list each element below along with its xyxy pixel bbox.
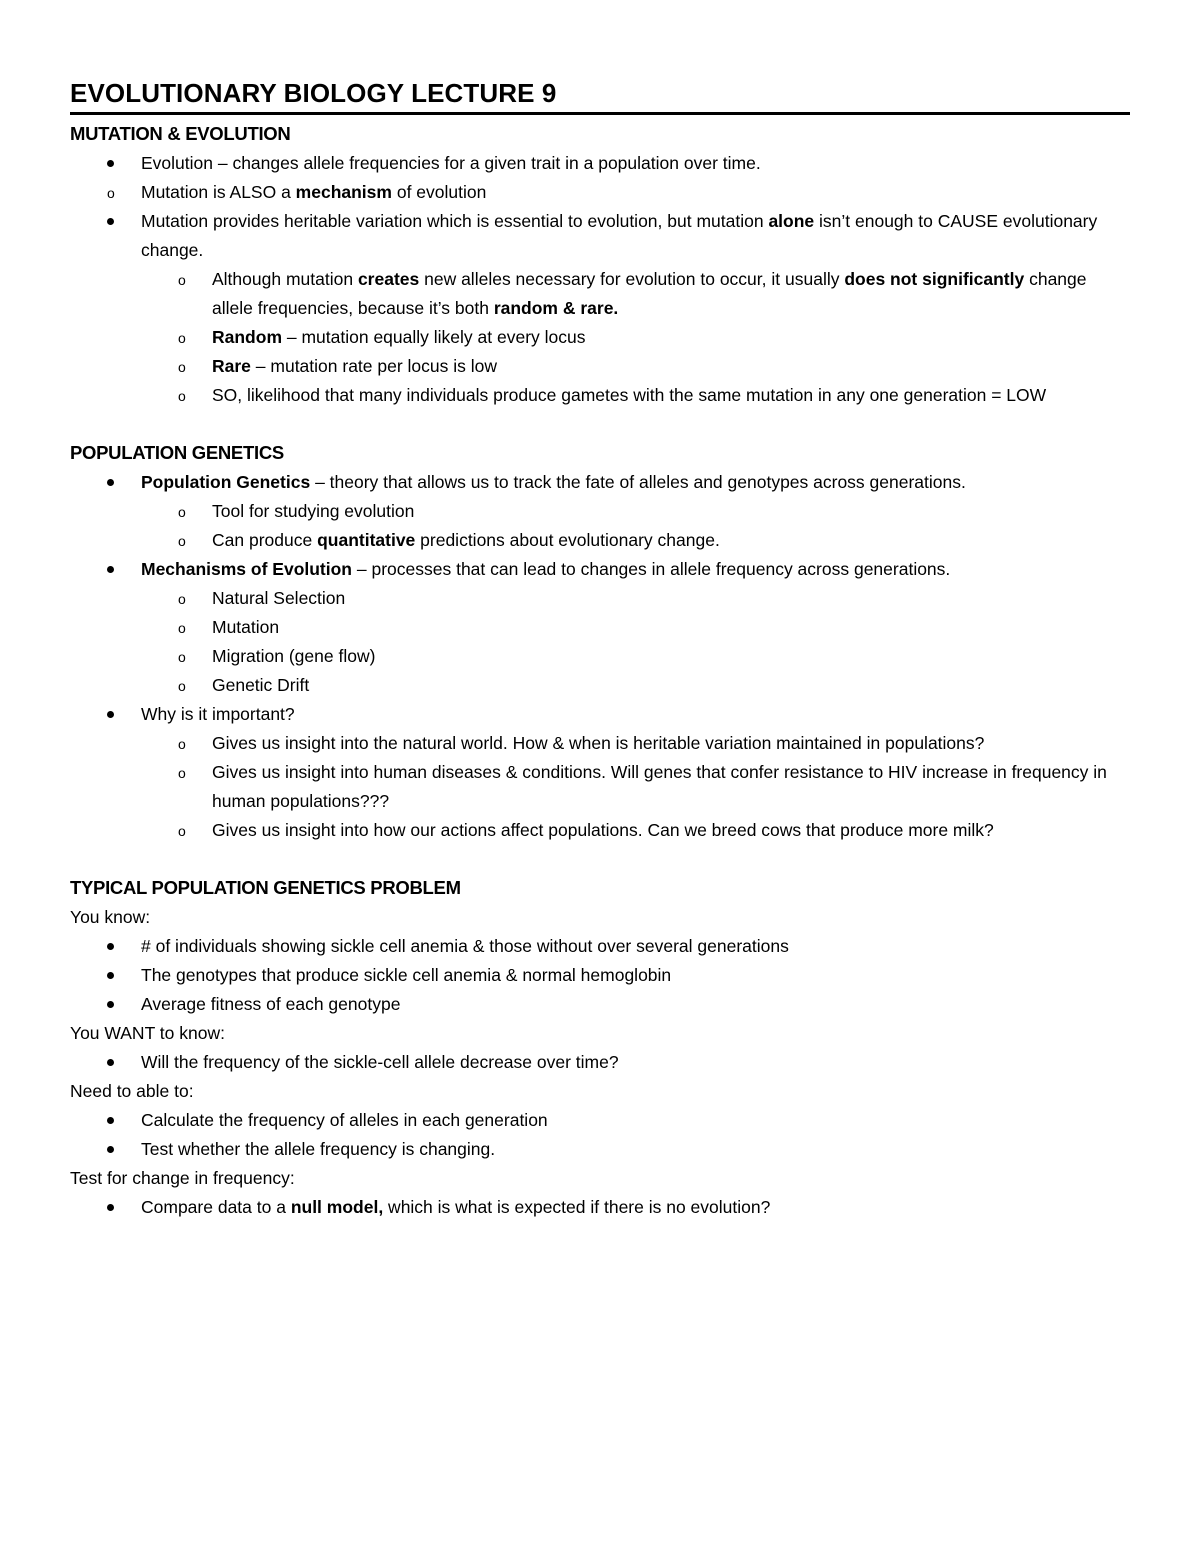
bullet-list (70, 468, 1130, 845)
list-item (70, 700, 1130, 845)
list-item (70, 207, 1130, 410)
sub-bullet-icon: o (178, 649, 186, 665)
document-body (70, 76, 1130, 1222)
sub-bullet-icon: o (178, 388, 186, 404)
bullet-list (70, 149, 1130, 410)
sub-list-item (141, 671, 1130, 700)
sub-list-item (141, 497, 1130, 526)
text-run: – theory that allows us to track the fate of alleles and genotypes across generations. (310, 472, 966, 492)
sub-bullet-icon: o (107, 185, 115, 201)
bold-text: mechanism (295, 182, 392, 202)
text-run: predictions about evolutionary change. (415, 530, 720, 550)
sub-bullet-icon: o (178, 359, 186, 375)
sub-list-item (141, 526, 1130, 555)
sub-list (70, 497, 1130, 555)
text-run: – processes that can lead to changes in allele frequency across generations. (352, 559, 951, 579)
text-run: Mutation is ALSO a (141, 182, 296, 202)
bullet-list (70, 1048, 1130, 1077)
list-item-text: Genetic Drift (212, 675, 310, 695)
bold-text: does not significantly (844, 269, 1025, 289)
list-item-text: Calculate the frequency of alleles in each generation (141, 1110, 548, 1130)
sub-bullet-icon: o (178, 591, 186, 607)
list-item-text: Will the frequency of the sickle-cell allele decrease over time? (141, 1052, 619, 1072)
bullet-icon (107, 479, 114, 486)
paragraph: You WANT to know: (70, 1023, 225, 1043)
section-heading: MUTATION & EVOLUTION (70, 123, 291, 144)
sub-list (70, 584, 1130, 700)
sub-bullet-icon: o (178, 765, 186, 781)
list-item-text: Natural Selection (212, 588, 346, 608)
bold-text: creates (357, 269, 420, 289)
spacer (70, 845, 1130, 873)
list-item (70, 1048, 1130, 1077)
sub-list-item (141, 323, 1130, 352)
sub-bullet-icon: o (178, 533, 186, 549)
text-run: – mutation rate per locus is low (250, 356, 498, 376)
bullet-icon (107, 1117, 114, 1124)
sub-list-item (141, 642, 1130, 671)
text-run: isn’t enough to CAUSE evolutionary change. (141, 211, 1098, 260)
bullet-icon (107, 566, 114, 573)
bullet-icon (107, 1001, 114, 1008)
bold-text: Population Genetics (141, 472, 311, 492)
bold-text: alone (768, 211, 815, 231)
bold-text: Random (212, 327, 282, 347)
text-run: of evolution (391, 182, 487, 202)
sub-bullet-icon: o (178, 504, 186, 520)
sub-list-item (70, 178, 1130, 207)
text-run: new alleles necessary for evolution to occur, it usually (419, 269, 845, 289)
list-item-text: Gives us insight into human diseases & conditions. Will genes that confer resistance to HIV increase in frequency in human populations??? (212, 762, 1107, 811)
bullet-icon (107, 1146, 114, 1153)
sub-bullet-icon: o (178, 272, 186, 288)
bullet-icon (107, 1204, 114, 1211)
sub-bullet-icon: o (178, 823, 186, 839)
list-item-text: # of individuals showing sickle cell anemia & those without over several generations (141, 936, 789, 956)
bold-text: quantitative (317, 530, 416, 550)
sub-list (70, 178, 1130, 207)
text-run: Compare data to a (141, 1197, 291, 1217)
paragraph: You know: (70, 907, 151, 927)
bullet-list (70, 1193, 1130, 1222)
list-item-text: Migration (gene flow) (212, 646, 376, 666)
list-item-text: Test whether the allele frequency is changing. (141, 1139, 496, 1159)
text-run: Can produce (212, 530, 318, 550)
list-item (70, 990, 1130, 1019)
spacer (70, 410, 1130, 438)
sub-list-item (141, 381, 1130, 410)
bullet-list (70, 1106, 1130, 1164)
list-item-text: Mutation (212, 617, 280, 637)
text-run: Although mutation (212, 269, 358, 289)
list-item (70, 468, 1130, 555)
section-heading: POPULATION GENETICS (70, 442, 284, 463)
bullet-list (70, 932, 1130, 1019)
sub-bullet-icon: o (178, 736, 186, 752)
sub-list-item (141, 729, 1130, 758)
sub-list-item (141, 816, 1130, 845)
sub-list-item (141, 758, 1130, 816)
bullet-icon (107, 1059, 114, 1066)
bullet-icon (107, 972, 114, 979)
list-item-text: Evolution – changes allele frequencies for a given trait in a population over time. (141, 153, 761, 173)
section-population-genetics (70, 438, 1130, 845)
sub-list (70, 729, 1130, 845)
list-item-text: Gives us insight into how our actions affect populations. Can we breed cows that produce more milk? (212, 820, 994, 840)
sub-list-item (141, 352, 1130, 381)
bullet-icon (107, 160, 114, 167)
section-typical-problem (70, 873, 1130, 1222)
list-item-text: Gives us insight into the natural world. How & when is heritable variation maintained in populations? (212, 733, 985, 753)
sub-bullet-icon: o (178, 678, 186, 694)
text-run: change allele frequencies, because it’s both (212, 269, 1087, 318)
list-item (70, 1106, 1130, 1135)
list-item (70, 932, 1130, 961)
sub-list-item (141, 613, 1130, 642)
paragraph: Test for change in frequency: (70, 1168, 295, 1188)
bullet-icon (107, 943, 114, 950)
list-item (70, 149, 1130, 207)
bold-text: null model, (290, 1197, 384, 1217)
sub-list (70, 265, 1130, 410)
sub-bullet-icon: o (178, 620, 186, 636)
page-title: EVOLUTIONARY BIOLOGY LECTURE 9 (70, 76, 1130, 115)
sub-bullet-icon: o (178, 330, 186, 346)
bold-text: Rare (212, 356, 251, 376)
list-item-text: The genotypes that produce sickle cell anemia & normal hemoglobin (141, 965, 672, 985)
text-run: which is what is expected if there is no evolution? (383, 1197, 771, 1217)
list-item (70, 1193, 1130, 1222)
bold-text: Mechanisms of Evolution (141, 559, 352, 579)
list-item-text: SO, likelihood that many individuals produce gametes with the same mutation in any one generation = LOW (212, 385, 1047, 405)
section-heading: TYPICAL POPULATION GENETICS PROBLEM (70, 877, 461, 898)
bullet-icon (107, 218, 114, 225)
list-item-text: Average fitness of each genotype (141, 994, 401, 1014)
sub-list-item (141, 584, 1130, 613)
section-mutation-evolution (70, 119, 1130, 410)
sub-list-item (141, 265, 1130, 323)
paragraph: Need to able to: (70, 1081, 194, 1101)
list-item (70, 555, 1130, 700)
bold-text: random & rare. (493, 298, 619, 318)
bullet-icon (107, 711, 114, 718)
list-item-text: Why is it important? (141, 704, 295, 724)
list-item (70, 1135, 1130, 1164)
list-item-text: Tool for studying evolution (212, 501, 415, 521)
list-item (70, 961, 1130, 990)
text-run: Mutation provides heritable variation which is essential to evolution, but mutation (141, 211, 769, 231)
text-run: – mutation equally likely at every locus (282, 327, 586, 347)
